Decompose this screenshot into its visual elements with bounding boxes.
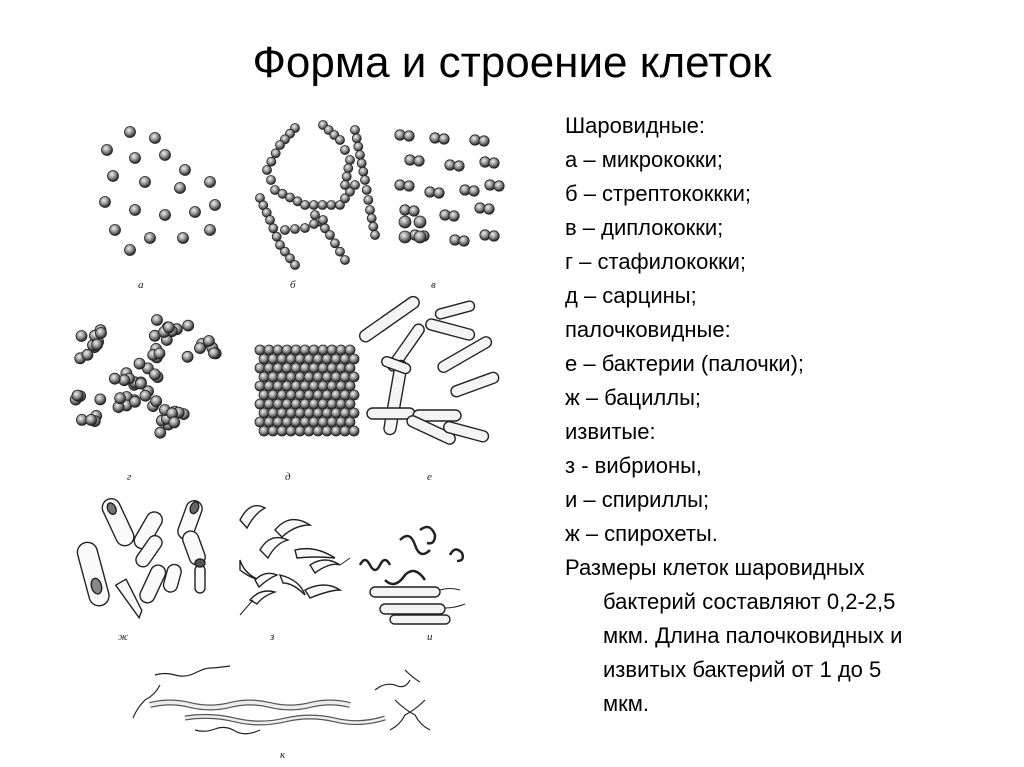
panel-label-d: д xyxy=(285,471,291,483)
legend-heading-spiral: извитые: xyxy=(565,419,656,444)
legend-item-streptococci: б – стрептококкки; xyxy=(565,181,751,206)
panel-label-g: г xyxy=(127,471,132,483)
size-note-line-3: мкм. Длина палочковидных и xyxy=(603,623,903,648)
legend-item-bacilli: ж – бациллы; xyxy=(565,385,701,410)
legend-item-diplococci: в – диплококки; xyxy=(565,215,724,240)
size-note-line-5: мкм. xyxy=(603,691,649,716)
rod-bacteria-drawing xyxy=(357,294,500,446)
size-note-line-1: Размеры клеток шаровидных xyxy=(565,555,865,580)
bacteria-illustration xyxy=(55,110,560,765)
panel-label-k: к xyxy=(280,749,286,761)
legend-item-sarcina: д – сарцины; xyxy=(565,283,697,308)
panel-label-z: з xyxy=(270,631,275,643)
panel-label-a: а xyxy=(138,279,144,291)
panel-label-i: и xyxy=(427,631,433,643)
micrococci-drawing xyxy=(100,127,221,256)
size-note-line-2: бактерий составляют 0,2-2,5 xyxy=(603,589,896,614)
panel-label-e: е xyxy=(427,471,432,483)
sarcina-drawing xyxy=(255,345,359,436)
panel-label-b: б xyxy=(290,279,296,291)
legend-item-staphylococci: г – стафилококки; xyxy=(565,249,747,274)
spirilla-drawing xyxy=(360,527,465,624)
panel-label-v: в xyxy=(431,279,436,291)
staphylococci-drawing xyxy=(70,315,221,439)
legend-item-micrococci: а – микрококки; xyxy=(565,147,723,172)
legend-item-spirochetes: ж – спирохеты. xyxy=(565,521,718,546)
legend-item-rods: е – бактерии (палочки); xyxy=(565,351,805,376)
size-note-line-4: извитых бактерий от 1 до 5 xyxy=(603,657,882,682)
vibrios-drawing xyxy=(240,506,350,615)
legend-text xyxy=(565,109,1015,721)
streptococci-drawing xyxy=(256,121,380,270)
slide-title: Форма и строение клеток xyxy=(252,38,772,87)
legend-item-vibrios: з - вибрионы, xyxy=(565,453,703,478)
diplococci-drawing xyxy=(395,130,504,246)
legend-item-spirilla: и – спириллы; xyxy=(565,487,710,512)
legend-heading-rod: палочковидные: xyxy=(565,317,731,342)
panel-label-zh: ж xyxy=(118,631,129,643)
spirochetes-drawing xyxy=(133,666,430,734)
legend-heading-spherical: Шаровидные: xyxy=(565,113,705,138)
bacilli-drawing xyxy=(75,496,207,620)
